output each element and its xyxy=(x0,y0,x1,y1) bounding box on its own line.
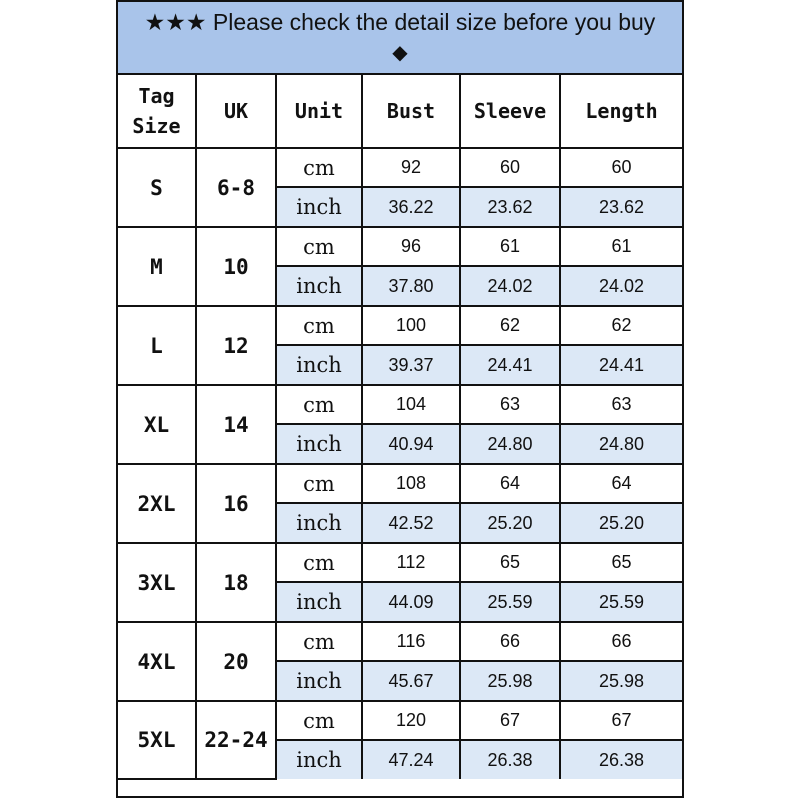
header-tag-size-line2: Size xyxy=(132,114,181,138)
unit-cm-cell: cm xyxy=(276,701,362,740)
bust-inch-cell: 40.94 xyxy=(362,424,460,464)
length-inch-cell: 25.20 xyxy=(560,503,682,543)
table-row xyxy=(118,701,682,740)
unit-inch-cell: inch xyxy=(276,187,362,227)
unit-inch-cell: inch xyxy=(276,503,362,543)
uk-size-cell: 22-24 xyxy=(196,701,276,779)
tag-size-cell: 4XL xyxy=(118,622,196,701)
length-cm-cell: 66 xyxy=(560,622,682,661)
header-row xyxy=(118,75,682,148)
sleeve-inch-cell: 25.59 xyxy=(460,582,560,622)
sleeve-inch-cell: 23.62 xyxy=(460,187,560,227)
uk-size-cell: 12 xyxy=(196,306,276,385)
bust-cm-cell: 96 xyxy=(362,227,460,266)
unit-inch-cell: inch xyxy=(276,424,362,464)
tag-size-cell: S xyxy=(118,148,196,227)
length-inch-cell: 23.62 xyxy=(560,187,682,227)
header-uk: UK xyxy=(196,75,276,148)
table-row xyxy=(118,306,682,345)
table-row xyxy=(118,385,682,424)
unit-cm-cell: cm xyxy=(276,622,362,661)
length-cm-cell: 64 xyxy=(560,464,682,503)
sleeve-cm-cell: 61 xyxy=(460,227,560,266)
unit-inch-cell: inch xyxy=(276,661,362,701)
unit-cm-cell: cm xyxy=(276,148,362,187)
uk-size-cell: 6-8 xyxy=(196,148,276,227)
bust-cm-cell: 120 xyxy=(362,701,460,740)
header-bust: Bust xyxy=(362,75,460,148)
unit-inch-cell: inch xyxy=(276,345,362,385)
unit-cm-cell: cm xyxy=(276,227,362,266)
bust-inch-cell: 47.24 xyxy=(362,740,460,779)
table-row xyxy=(118,227,682,266)
bust-cm-cell: 108 xyxy=(362,464,460,503)
length-inch-cell: 24.80 xyxy=(560,424,682,464)
tag-size-cell: 5XL xyxy=(118,701,196,779)
unit-cm-cell: cm xyxy=(276,464,362,503)
tag-size-cell: 3XL xyxy=(118,543,196,622)
unit-inch-cell: inch xyxy=(276,582,362,622)
sleeve-cm-cell: 63 xyxy=(460,385,560,424)
sleeve-cm-cell: 60 xyxy=(460,148,560,187)
banner-notice: ★★★ Please check the detail size before you buy xyxy=(144,9,656,35)
size-chart xyxy=(116,0,684,798)
uk-size-cell: 16 xyxy=(196,464,276,543)
unit-cm-cell: cm xyxy=(276,306,362,345)
size-table xyxy=(118,75,682,780)
tag-size-cell: M xyxy=(118,227,196,306)
bust-inch-cell: 42.52 xyxy=(362,503,460,543)
length-cm-cell: 63 xyxy=(560,385,682,424)
header-length: Length xyxy=(560,75,682,148)
sleeve-cm-cell: 62 xyxy=(460,306,560,345)
uk-size-cell: 14 xyxy=(196,385,276,464)
length-cm-cell: 67 xyxy=(560,701,682,740)
size-chart-banner xyxy=(118,2,682,75)
length-cm-cell: 60 xyxy=(560,148,682,187)
bust-inch-cell: 37.80 xyxy=(362,266,460,306)
unit-cm-cell: cm xyxy=(276,543,362,582)
uk-size-cell: 18 xyxy=(196,543,276,622)
sleeve-inch-cell: 25.20 xyxy=(460,503,560,543)
bust-cm-cell: 112 xyxy=(362,543,460,582)
bust-cm-cell: 100 xyxy=(362,306,460,345)
bust-cm-cell: 116 xyxy=(362,622,460,661)
bust-inch-cell: 44.09 xyxy=(362,582,460,622)
size-table-body xyxy=(118,148,682,779)
sleeve-inch-cell: 24.41 xyxy=(460,345,560,385)
tag-size-cell: L xyxy=(118,306,196,385)
length-inch-cell: 24.41 xyxy=(560,345,682,385)
sleeve-cm-cell: 64 xyxy=(460,464,560,503)
sleeve-cm-cell: 65 xyxy=(460,543,560,582)
uk-size-cell: 20 xyxy=(196,622,276,701)
unit-inch-cell: inch xyxy=(276,266,362,306)
sleeve-inch-cell: 24.80 xyxy=(460,424,560,464)
bust-inch-cell: 36.22 xyxy=(362,187,460,227)
header-tag-size xyxy=(118,75,196,148)
tag-size-cell: 2XL xyxy=(118,464,196,543)
table-row xyxy=(118,543,682,582)
unit-inch-cell: inch xyxy=(276,740,362,779)
bust-inch-cell: 45.67 xyxy=(362,661,460,701)
length-inch-cell: 24.02 xyxy=(560,266,682,306)
header-unit: Unit xyxy=(276,75,362,148)
table-row xyxy=(118,464,682,503)
bust-inch-cell: 39.37 xyxy=(362,345,460,385)
header-sleeve: Sleeve xyxy=(460,75,560,148)
length-cm-cell: 62 xyxy=(560,306,682,345)
length-inch-cell: 26.38 xyxy=(560,740,682,779)
length-inch-cell: 25.59 xyxy=(560,582,682,622)
sleeve-cm-cell: 67 xyxy=(460,701,560,740)
uk-size-cell: 10 xyxy=(196,227,276,306)
unit-cm-cell: cm xyxy=(276,385,362,424)
sleeve-inch-cell: 25.98 xyxy=(460,661,560,701)
sleeve-cm-cell: 66 xyxy=(460,622,560,661)
bust-cm-cell: 104 xyxy=(362,385,460,424)
length-cm-cell: 61 xyxy=(560,227,682,266)
table-row xyxy=(118,622,682,661)
table-row xyxy=(118,148,682,187)
length-inch-cell: 25.98 xyxy=(560,661,682,701)
tag-size-cell: XL xyxy=(118,385,196,464)
length-cm-cell: 65 xyxy=(560,543,682,582)
sleeve-inch-cell: 24.02 xyxy=(460,266,560,306)
sleeve-inch-cell: 26.38 xyxy=(460,740,560,779)
header-tag-size-line1: Tag xyxy=(138,84,175,108)
diamond-icon: ◆ xyxy=(392,42,408,64)
bust-cm-cell: 92 xyxy=(362,148,460,187)
